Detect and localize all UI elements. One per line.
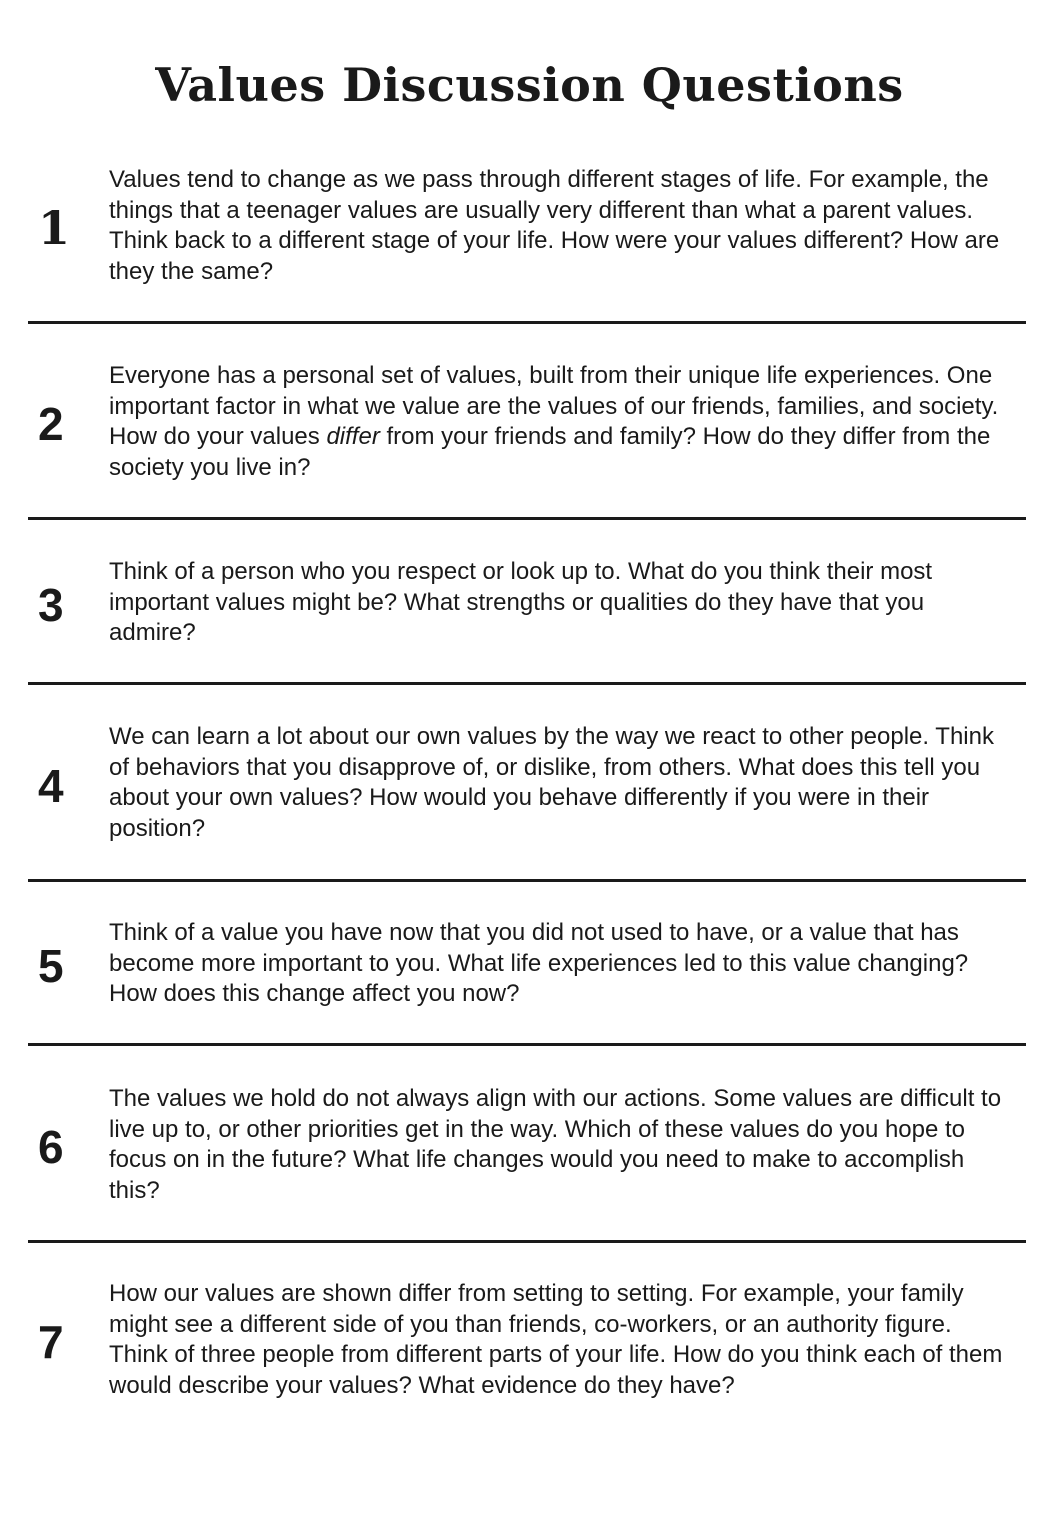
question-number: 4	[38, 760, 64, 812]
question-text: How our values are shown differ from setting to setting. For example, your family might see a different side of you than friends, co-workers, or an authority figure. Think of three people from different parts of your life. How do you think each of them would describe your values? What evidence do they have?	[109, 1280, 1003, 1400]
page-title: Values Discussion Questions	[155, 58, 904, 112]
divider	[28, 1240, 1026, 1243]
question-number: 3	[38, 579, 64, 631]
question-text	[109, 361, 1014, 484]
divider	[28, 1043, 1026, 1046]
question-number: 2	[38, 398, 64, 450]
question-text: The values we hold do not always align with our actions. Some values are difficult to live up to, or other priorities get in the way. Which of these values do you hope to focus on in the future? What life changes would you need to make to accomplish this?	[109, 1085, 1002, 1205]
question-text: Think of a value you have now that you did not used to have, or a value that has become more important to you. What life experiences led to this value changing? How does this change affect you now?	[109, 919, 969, 1008]
question-text-emphasis: differ	[326, 423, 380, 451]
question-text: We can learn a lot about our own values by the way we react to other people. Think of behaviors that you disapprove of, or dislike, from others. What does this tell you about your own values? How would you behave differently if you were in their position?	[109, 723, 994, 843]
divider	[28, 682, 1026, 685]
divider	[28, 321, 1026, 324]
question-text: Values tend to change as we pass through different stages of life. For example, the things that a teenager values are usually very different than what a parent values. Think back to a different stage of your life. How were your values different? How are they the same?	[109, 166, 1000, 286]
question-text-part: Everyone has a personal set of values, built from their unique life experiences. One important factor in what we value are the values of our friends, families, and society. How do your values	[109, 362, 999, 451]
question-number: 6	[38, 1121, 64, 1173]
question-number: 1	[38, 201, 71, 255]
question-text: Think of a person who you respect or look up to. What do you think their most important values might be? What strengths or qualities do they have that you admire?	[109, 558, 933, 647]
divider	[28, 879, 1026, 882]
divider	[28, 517, 1026, 520]
question-number: 7	[38, 1316, 64, 1368]
question-number: 5	[38, 940, 64, 992]
question-text-part: from your friends and family? How do they differ from the society you live in?	[109, 423, 991, 482]
